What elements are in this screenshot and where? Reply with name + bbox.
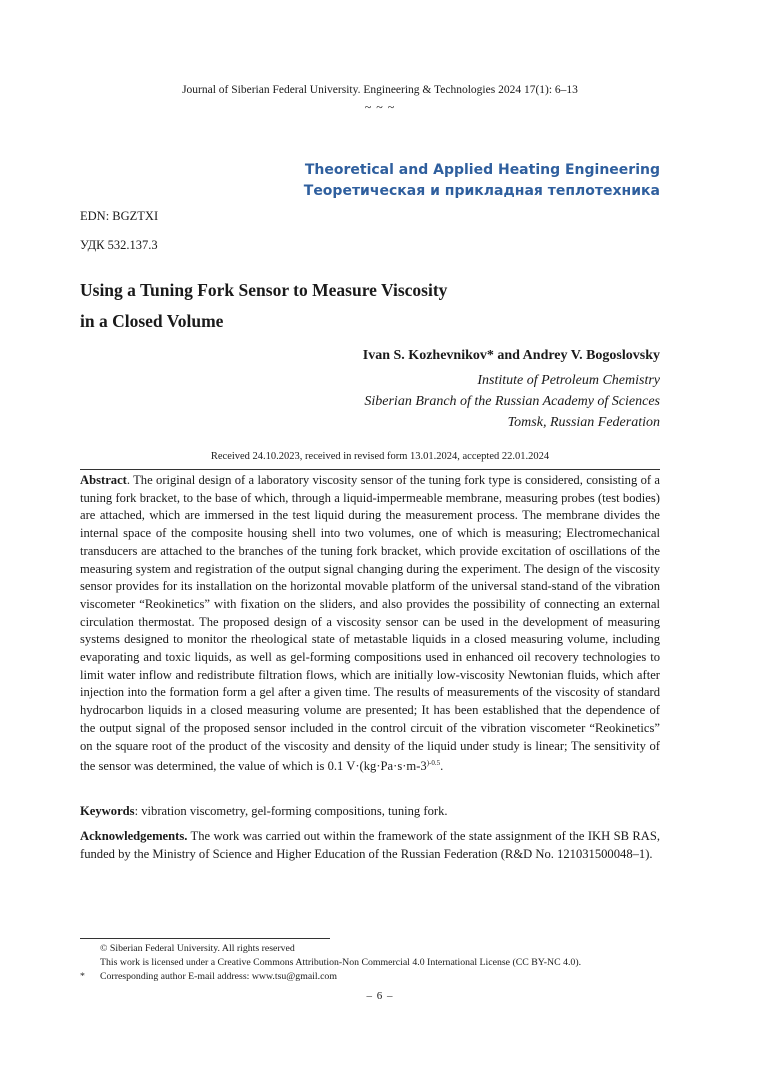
page-number: – 6 –: [366, 990, 394, 1002]
footnote-license: This work is licensed under a Creative Commons Attribution-Non Commercial 4.0 International License (CC BY-NC 4.0).: [100, 957, 582, 968]
footnote-copyright: © Siberian Federal University. All rights reserved: [100, 943, 295, 954]
affiliation-line1: Institute of Petroleum Chemistry: [477, 373, 660, 388]
affiliation-line3: Tomsk, Russian Federation: [507, 415, 660, 430]
received-dates: Received 24.10.2023, received in revised form 13.01.2024, accepted 22.01.2024: [210, 451, 550, 462]
acknowledgements: [80, 828, 660, 863]
keywords-text: : vibration viscometry, gel-forming compositions, tuning fork.: [134, 804, 448, 818]
abstract-exponent: )-0.5: [426, 759, 441, 768]
affiliation-line2: Siberian Branch of the Russian Academy of Sciences: [364, 394, 660, 409]
footnote-corresponding-text: Corresponding author E-mail address: www.tsu@gmail.com: [100, 971, 337, 982]
journal-header: Journal of Siberian Federal University. Engineering & Technologies 2024 17(1): 6–13: [182, 84, 578, 96]
keywords: [80, 803, 660, 821]
keywords-label: Keywords: [80, 804, 135, 818]
footnote-corresponding: [80, 970, 680, 984]
paper-title-line1: Using a Tuning Fork Sensor to Measure Viscosity: [80, 280, 448, 300]
abstract-text: . The original design of a laboratory viscosity sensor of the tuning fork type is considered, consisting of a tuning fork bracket, to the base of which, through a liquid-impermeable membrane, measuring probes (test bodies) are attached, which are immersed in the test liquid during the measurement process. The membrane divides the internal space of the composite housing shell into two volumes, one of which is measuring; Electromechanical transducers are attached to the branches of the tuning fork bracket, which provide excitation of oscillations of the measuring system and registration of the output signal changing during the experiment. The design of the viscosity sensor provides for its installation on the horizontal movable platform of the universal stand-stand of the vibration viscometer “Reokinetics” with fixation on the sliders, and also provides the possibility of connecting an external circulation thermostat. The proposed design of a viscosity sensor can be used in the development of measuring systems designed to monitor the rheological state of metastable liquids in a closed measuring volume, including evaporating and toxic liquids, as well as gel-forming compositions used in enhanced oil recovery technologies to limit water inflow and redistribute filtration flows, which are initially low-viscosity Newtonian fluids, which after injection into the formation form a gel after a given time. The results of measurements of the viscosity of standard hydrocarbon liquids in a closed measuring volume are presented; It has been established that the dependence of the output signal of the proposed sensor included in the control circuit of the vibration viscometer “Reokinetics” on the square root of the product of the viscosity and density of the liquid under study is linear; The sensitivity of the sensor was determined, the value of which is 0.1 V·(kg·Pa·s·m-3: [80, 473, 660, 774]
udk-code: УДК 532.137.3: [80, 238, 158, 252]
abstract-end: .: [440, 759, 444, 774]
header-separator: ~ ~ ~: [364, 100, 396, 114]
acknowledgements-text: The work was carried out within the framework of the state assignment of the IKH SB RAS, funded by the Ministry of Science and Higher Education of the Russian Federation (R&D No. 121031500048–1).: [80, 829, 660, 861]
footnote-star: *: [80, 971, 85, 982]
acknowledgements-label: Acknowledgements.: [80, 829, 188, 843]
abstract: [80, 472, 660, 776]
section-title-russian: Теоретическая и прикладная теплотехника: [303, 183, 660, 199]
edn-code: EDN: BGZTXI: [80, 209, 159, 223]
paper-title: [80, 275, 640, 337]
footnote-divider: [80, 938, 330, 939]
abstract-label: Abstract: [80, 473, 127, 487]
section-title-english: Theoretical and Applied Heating Engineering: [304, 162, 660, 178]
abstract-divider: [80, 469, 660, 470]
paper-title-line2: in a Closed Volume: [80, 311, 224, 331]
authors: Ivan S. Kozhevnikov* and Andrey V. Bogoslovsky: [362, 348, 660, 363]
